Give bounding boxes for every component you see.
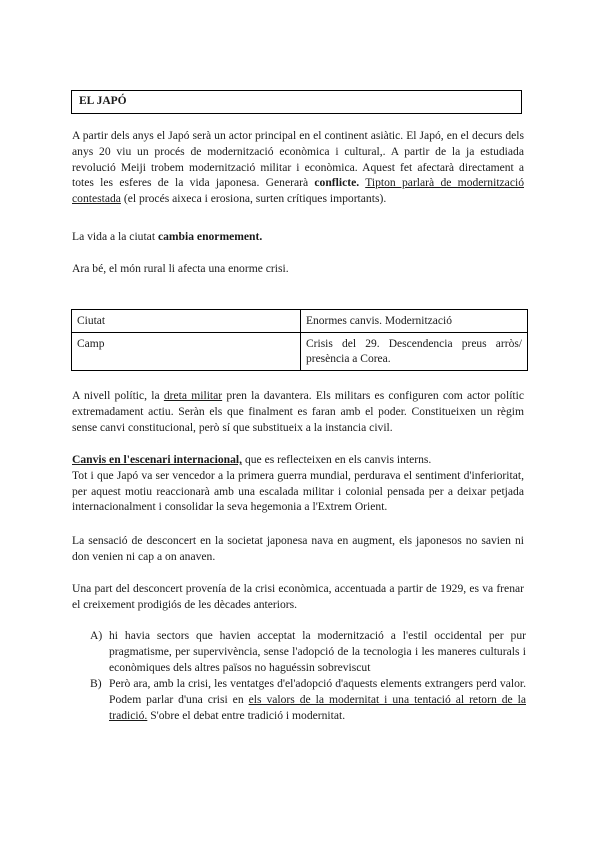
disconcert-paragraph: La sensació de desconcert en la societat japonesa nava en augment, els japonesos no savien ni don venien ni cap a on anaven. xyxy=(72,534,524,563)
political-text: A nivell polític, la xyxy=(72,389,164,402)
table-cell: Enormes canvis. Modernització xyxy=(301,310,528,333)
list-item-text-start: Però ara, amb la crisi, les ventatges d'el'adopció d'aquests elements extrangers perd valor. Podem parlar d'una crisi en xyxy=(109,677,526,706)
page-title: EL JAPÓ xyxy=(79,95,127,107)
international-heading: Canvis en l'escenari internacional, xyxy=(72,453,243,466)
political-text-end: pren la davantera. Els militars es configuren com actor polític extremadament actiu. Seràn els que finalment es faran amb el poder. Constitueixen un règim sense canvi constitucional, però sí que substitueix a la instancia civil. xyxy=(72,389,525,434)
international-paragraph xyxy=(72,452,524,515)
list-item xyxy=(90,628,526,675)
intro-paragraph xyxy=(72,128,524,207)
list-item-text-end: S'obre el debat entre tradició i modernitat. xyxy=(147,708,346,722)
political-paragraph xyxy=(72,388,524,435)
economic-paragraph: Una part del desconcert provenía de la crisi econòmica, accentuada a partir de 1929, es va frenar el creixement prodigiós de les dècades anteriors. xyxy=(72,582,524,611)
city-bold: cambia enormement. xyxy=(157,230,263,243)
list-marker: A) xyxy=(90,629,103,642)
list-item-text: hi havia sectors que havien acceptat la modernització a l'estil occidental per pur pragmatisme, per supervivència, sense l'adopció de la tecnologia i les maneres culturals i econòmiques dels altres països no haguéssin sobreviscut xyxy=(109,629,526,674)
city-paragraph xyxy=(72,229,524,245)
rural-paragraph: Ara bé, el món rural li afecta una enorme crisi. xyxy=(72,262,289,275)
table-cell: Ciutat xyxy=(72,310,301,333)
table-cell: Camp xyxy=(72,333,301,371)
title-box xyxy=(71,90,522,114)
city-text: La vida a la ciutat xyxy=(72,230,158,243)
list-item-underline: els valors de la modernitat i una tentació al retorn de la tradició. xyxy=(109,692,526,722)
intro-text: A partir dels anys el Japó serà un actor principal en el continent asiàtic. El Japó, en el decurs dels anys 20 viu un procés de modernització econòmica i cultural,. A partir de la ja estudiada revolució Meiji trobem modernització militar i econòmica. Aquest fet afectarà directament a totes les esferes de la vida japonesa. Generarà xyxy=(72,129,524,190)
intro-underline: Tipton parlarà de modernització contestada xyxy=(72,176,524,206)
intro-text-end: (el procés aixeca i erosiona, surten crítiques importants). xyxy=(120,192,387,206)
list-item xyxy=(90,676,526,723)
international-body: Tot i que Japó va ser vencedor a la primera guerra mundial, perdurava el sentiment d'inferioritat, per aquest motiu reaccionarà amb una escalada militar i colonial pensada per a deixar petjada internacionalment i consolidar la seva hegemonia a l'Extrem Orient. xyxy=(72,468,524,514)
table-cell: Crisis del 29. Descendencia preus arròs/ presència a Corea. xyxy=(301,333,528,371)
international-heading-rest: que es reflecteixen en els canvis interns. xyxy=(242,453,432,466)
list-marker: B) xyxy=(90,677,102,690)
table-row xyxy=(72,310,528,333)
comparison-table xyxy=(71,309,528,371)
table-row xyxy=(72,333,528,371)
intro-bold: conflicte. xyxy=(314,176,360,190)
list-item-text xyxy=(109,676,526,723)
political-underline: dreta militar xyxy=(163,389,223,402)
